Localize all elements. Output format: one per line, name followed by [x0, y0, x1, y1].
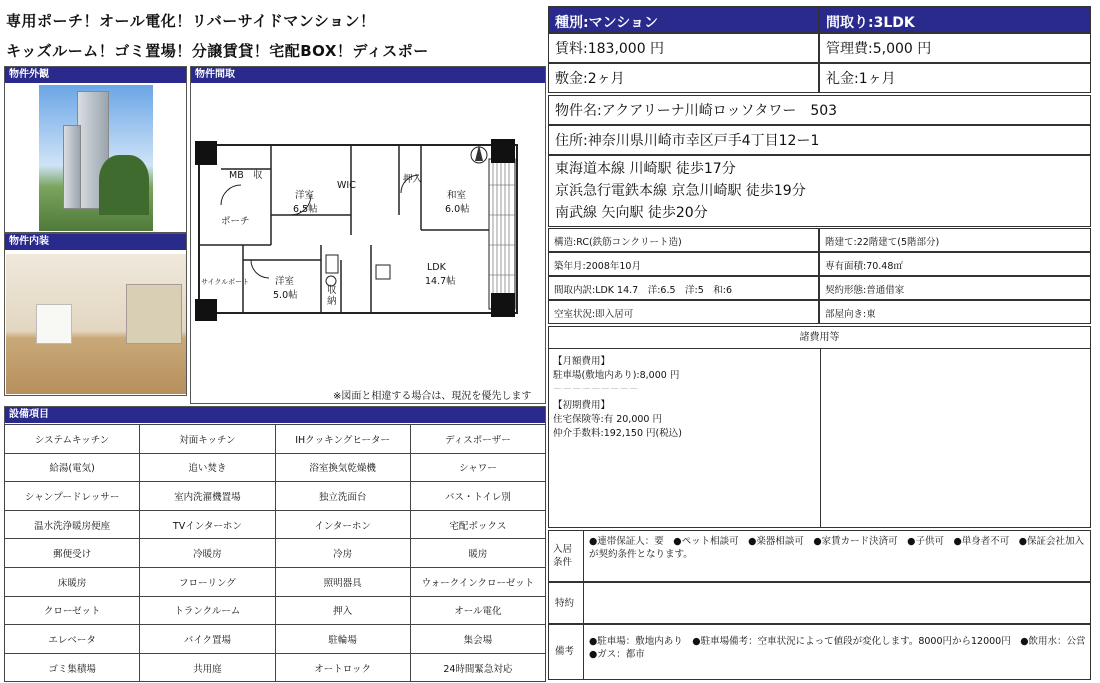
equipment-item: 宅配ボックス [410, 510, 545, 539]
access-block [548, 155, 1091, 227]
equipment-item: システムキッチン [5, 425, 140, 454]
equipment-item: ディスポーザー [410, 425, 545, 454]
equipment-item: 対面キッチン [140, 425, 275, 454]
type-cell: 種別:マンション [548, 6, 819, 33]
vacancy-status: 空室状況:即入居可 [548, 300, 819, 324]
equipment-item: エレベータ [5, 625, 140, 654]
remarks-label: 備考 [555, 646, 575, 657]
move-in-label: 入居条件 [553, 544, 573, 568]
rent-cell: 賃料:183,000 円 [548, 33, 819, 63]
equipment-item: ゴミ集積場 [5, 653, 140, 682]
floor-area: 専有面積:70.48㎡ [819, 252, 1091, 276]
address: 住所:神奈川県川崎市幸区戸手4丁目12ー1 [548, 125, 1091, 155]
room-direction: 部屋向き:東 [819, 300, 1091, 324]
equipment-item: IHクッキングヒーター [275, 425, 410, 454]
equipment-item: 給湯(電気) [5, 453, 140, 482]
fp-ldk-size: 14.7帖 [425, 276, 456, 287]
equipment-item: 冷暖房 [140, 539, 275, 568]
equipment-item: 集会場 [410, 625, 545, 654]
equipment-item: トランクルーム [140, 596, 275, 625]
equipment-row [5, 482, 546, 511]
tagline-2: キッズルーム！ゴミ置場！分譲賃貸！宅配BOX！ディスポー [6, 42, 429, 60]
fees-initial-item-2: 仲介手数料:192,150 円(税込) [553, 428, 682, 439]
fp-mb: MB [229, 170, 244, 181]
property-name: 物件名:アクアリーナ川崎ロッソタワー 503 [548, 95, 1091, 125]
fp-storage2: 収納 [327, 285, 337, 307]
remarks [548, 624, 1096, 680]
access-line-1: 東海道本線 川崎駅 徒歩17分 [555, 161, 736, 177]
equipment-item: 追い焚き [140, 453, 275, 482]
equipment-item: 冷房 [275, 539, 410, 568]
fees-title: 諸費用等 [549, 327, 1090, 349]
fees-block [548, 326, 1091, 528]
floorplan-header: 物件間取 [191, 67, 545, 83]
floorplan-panel [190, 66, 546, 404]
interior-panel [4, 233, 187, 396]
remarks-text: ●駐車場：敷地内あり ●駐車場備考：空車状況によって値段が変化します。8000円から12000円 ●飲用水：公営 ●ガス：都市 [589, 636, 1096, 660]
equipment-item: 照明器具 [275, 567, 410, 596]
equipment-item: TVインターホン [140, 510, 275, 539]
equipment-row [5, 453, 546, 482]
equipment-row [5, 510, 546, 539]
equipment-item: オール電化 [410, 596, 545, 625]
fees-initial-item-1: 住宅保険等:有 20,000 円 [553, 414, 662, 425]
equipment-item: 郵便受け [5, 539, 140, 568]
fp-closet: 押入 [403, 174, 423, 185]
special-label: 特約 [555, 598, 575, 609]
equipment-item: 浴室換気乾燥機 [275, 453, 410, 482]
access-line-2: 京浜急行電鉄本線 京急川崎駅 徒歩19分 [555, 183, 806, 199]
fp-west-room: 洋室 [295, 190, 315, 201]
floorplan-note: ※図面と相違する場合は、現況を優先します [333, 391, 532, 402]
equipment-row [5, 539, 546, 568]
equipment-row [5, 596, 546, 625]
fp-porch: ポーチ [221, 216, 250, 227]
equipment-item: 共用庭 [140, 653, 275, 682]
equipment-item: バス・トイレ別 [410, 482, 545, 511]
fp-jp-size: 6.0帖 [445, 204, 470, 215]
management-cell: 管理費:5,000 円 [819, 33, 1091, 63]
equipment-item: シャンプードレッサー [5, 482, 140, 511]
equipment-row [5, 625, 546, 654]
equipment-item: 床暖房 [5, 567, 140, 596]
fp-storage: 収 [253, 170, 263, 181]
special-terms [548, 582, 1091, 624]
equipment-header: 設備項目 [5, 407, 545, 423]
equipment-item: 暖房 [410, 539, 545, 568]
fp-west-size: 6.5帖 [293, 204, 318, 215]
equipment-item: 駐輪場 [275, 625, 410, 654]
equipment-item: 室内洗濯機置場 [140, 482, 275, 511]
equipment-table [4, 424, 546, 682]
floorplan-drawing [191, 85, 545, 385]
equipment-item: バイク置場 [140, 625, 275, 654]
equipment-item: インターホン [275, 510, 410, 539]
interior-header: 物件内装 [5, 234, 186, 250]
room-breakdown: 間取内訳:LDK 14.7 洋:6.5 洋:5 和:6 [548, 276, 819, 300]
equipment-item: 独立洗面台 [275, 482, 410, 511]
equipment-item: クローゼット [5, 596, 140, 625]
structure: 構造:RC(鉄筋コンクリート造) [548, 228, 819, 252]
fp-ldk: LDK [427, 262, 446, 273]
exterior-header: 物件外観 [5, 67, 186, 83]
fees-initial-header: 【初期費用】 [553, 400, 611, 411]
exterior-photo [39, 85, 153, 231]
equipment-item: 温水洗浄暖房便座 [5, 510, 140, 539]
equipment-item: ウォークインクローゼット [410, 567, 545, 596]
key-money-cell: 礼金:1ヶ月 [819, 63, 1091, 93]
equipment-item: オートロック [275, 653, 410, 682]
fp-room2: 洋室 [275, 276, 295, 287]
fp-wic: WIC [337, 180, 356, 191]
interior-photo [6, 254, 186, 394]
contract-type: 契約形態:普通借家 [819, 276, 1091, 300]
fp-jp-room: 和室 [447, 190, 467, 201]
move-in-text: ●連帯保証人：要 ●ペット相談可 ●楽器相談可 ●家賃カード決済可 ●子供可 ●単身者不可 ●保証会社加入が契約条件となります。 [589, 536, 1085, 560]
equipment-row [5, 567, 546, 596]
access-line-3: 南武線 矢向駅 徒歩20分 [555, 205, 708, 221]
exterior-panel [4, 66, 187, 233]
floors: 階建て:22階建て(5階部分) [819, 228, 1091, 252]
fees-separator: －－－－－－－－－ [553, 384, 639, 395]
fees-monthly-item: 駐車場(敷地内あり):8,000 円 [553, 370, 680, 381]
fees-monthly-header: 【月額費用】 [553, 356, 611, 367]
move-in-conditions [548, 530, 1091, 582]
info-panel [548, 6, 1096, 682]
fp-room2-size: 5.0帖 [273, 290, 298, 301]
deposit-cell: 敷金:2ヶ月 [548, 63, 819, 93]
built-date: 築年月:2008年10月 [548, 252, 819, 276]
equipment-item: 押入 [275, 596, 410, 625]
equipment-row [5, 425, 546, 454]
equipment-panel [4, 406, 546, 682]
equipment-row [5, 653, 546, 682]
equipment-item: フローリング [140, 567, 275, 596]
layout-cell: 間取り:3LDK [819, 6, 1091, 33]
equipment-item: シャワー [410, 453, 545, 482]
tagline-1: 専用ポーチ！オール電化！リバーサイドマンション！ [6, 12, 376, 30]
equipment-item: 24時間緊急対応 [410, 653, 545, 682]
fp-cycle-port: サイクルポート [201, 278, 250, 286]
